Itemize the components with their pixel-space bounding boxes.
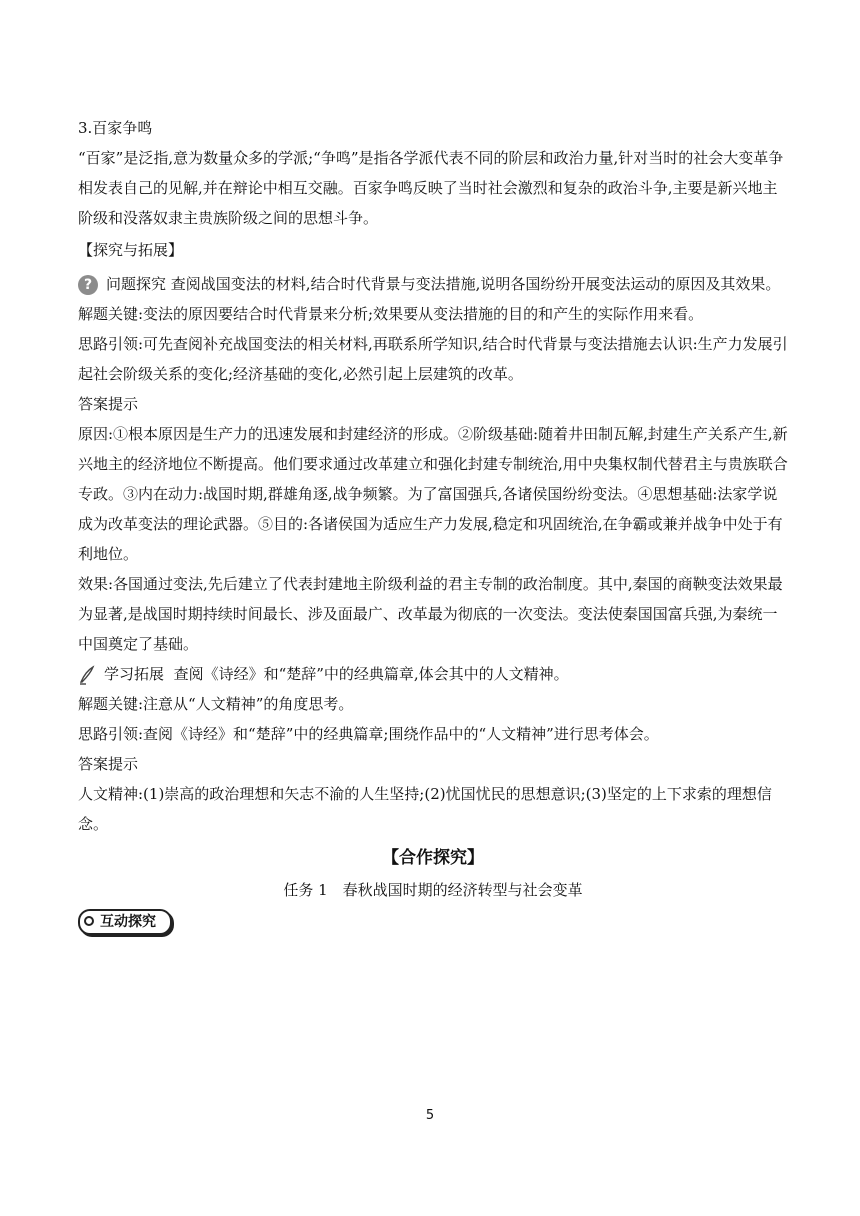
page-number: 5 <box>425 1108 435 1123</box>
question-label: 问题探究 <box>106 275 167 293</box>
key-point-2: 解题关键:注意从“人文精神”的角度思考。 <box>78 695 354 713</box>
badge-dot-icon <box>84 916 94 926</box>
question-text: 查阅战国变法的材料,结合时代背景与变法措施,说明各国纷纷开展变法运动的原因及其效果。 <box>170 275 781 293</box>
study-label: 学习拓展 <box>104 665 165 683</box>
answer-hint-1: 答案提示 <box>78 395 139 413</box>
interactive-badge-icon <box>78 909 172 935</box>
study-paragraph <box>78 659 788 689</box>
task-line: 任务 1 春秋战国时期的经济转型与社会变革 <box>283 881 583 899</box>
question-paragraph <box>78 269 788 299</box>
guide-2: 思路引领:查阅《诗经》和“楚辞”中的经典篇章;围绕作品中的“人文精神”进行思考体会。 <box>78 725 659 743</box>
explore-header: 【探究与拓展】 <box>78 241 184 259</box>
key-point-1: 解题关键:变法的原因要结合时代背景来分析;效果要从变法措施的目的和产生的实际作用来看。 <box>78 305 704 323</box>
question-circle-icon: ? <box>78 275 98 295</box>
interactive-badge <box>78 905 788 936</box>
section-title: 【合作探究】 <box>382 848 484 868</box>
paragraph-baijia: “百家”是泛指,意为数量众多的学派;“争鸣”是指各学派代表不同的阶层和政治力量,针对当时的社会大变革争相发表自己的见解,并在辩论中相互交融。百家争鸣反映了当时社会激烈和复杂的政治斗争,主要是新兴地主阶级和没落奴隶主贵族阶级之间的思想斗争。 <box>78 149 784 227</box>
page-content <box>78 113 788 936</box>
pen-nib-icon <box>78 665 96 685</box>
humanism-answer: 人文精神:(1)崇高的政治理想和矢志不渝的人生坚持;(2)忧国忧民的思想意识;(3)坚定的上下求索的理想信念。 <box>78 785 772 833</box>
answer-effect: 效果:各国通过变法,先后建立了代表封建地主阶级利益的君主专制的政治制度。其中,秦国的商鞅变法效果最为显著,是战国时期持续时间最长、涉及面最广、改革最为彻底的一次变法。变法使秦国国富兵强,为秦统一中国奠定了基础。 <box>78 575 783 653</box>
study-text: 查阅《诗经》和“楚辞”中的经典篇章,体会其中的人文精神。 <box>173 665 569 683</box>
badge-text: 互动探究 <box>100 914 156 930</box>
heading-baijia-zhengming: 3.百家争鸣 <box>78 119 153 137</box>
answer-hint-2: 答案提示 <box>78 755 139 773</box>
guide-1: 思路引领:可先查阅补充战国变法的相关材料,再联系所学知识,结合时代背景与变法措施去认识:生产力发展引起社会阶级关系的变化;经济基础的变化,必然引起上层建筑的改革。 <box>78 335 788 383</box>
answer-reason: 原因:①根本原因是生产力的迅速发展和封建经济的形成。②阶级基础:随着井田制瓦解,封建生产关系产生,新兴地主的经济地位不断提高。他们要求通过改革建立和强化封建专制统治,用中央集权制代替君主与贵族联合专政。③内在动力:战国时期,群雄角逐,战争频繁。为了富国强兵,各诸侯国纷纷变法。④思想基础:法家学说成为改革变法的理论武器。⑤目的:各诸侯国为适应生产力发展,稳定和巩固统治,在争霸或兼并战争中处于有利地位。 <box>78 425 788 563</box>
